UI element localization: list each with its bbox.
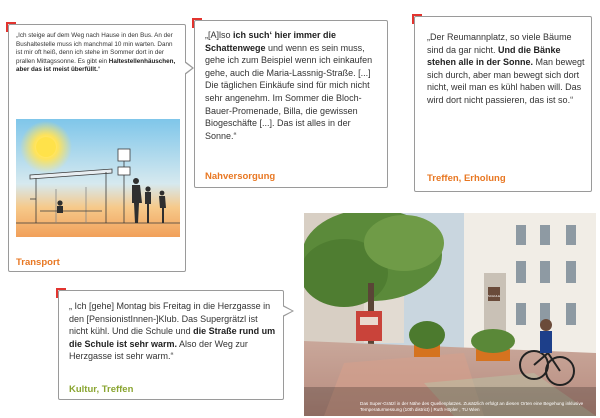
quote-fragment: und wenn es sein muss, gehe ich zum Beispiel wenn ich einkaufen gehe, auch die Maria-Lassnig-Straße. [...] Die täglichen Einkäufe sind für mich nicht sehr angenehm. Im Sommer die Bloch-Bauer-Promenade, Billa, die gewissen Biogeschäfte [...]. Das ist alles in der Sonne.“ xyxy=(205,42,373,141)
quote-bubble-nahversorgung xyxy=(194,20,388,188)
speech-tail-fill xyxy=(184,62,192,74)
quote-text xyxy=(427,31,585,107)
speech-tail-fill xyxy=(282,306,292,316)
quote-fragment: Also der Weg zur Herzgasse ist sehr warm.“ xyxy=(69,338,248,362)
quote-fragment: „Der Reumannplatz, so viele Bäume sind da gar nicht. xyxy=(427,32,572,55)
quote-emphasis: die Straße rund um die Schule ist sehr warm. xyxy=(69,326,276,349)
quote-bubble-erholung xyxy=(414,16,592,192)
quote-bubble-transport xyxy=(8,24,186,272)
quote-fragment: Man bewegt sich durch, aber man bewegt sich dort nicht, weil man es kühl haben will. Das wird dort nicht passieren, das ist so.“ xyxy=(427,57,585,105)
quote-fragment: „Ich steige auf dem Weg nach Hause in den Bus. An der Bushaltestelle muss ich manchmal 10 min warten. Dann ist mir oft heiß, denn ich stehe im Sommer dort in der prallen Mittagssonne. Es gibt ein xyxy=(16,32,173,65)
quote-fragment: „[A]lso xyxy=(205,30,234,40)
quote-text xyxy=(205,29,383,142)
quote-text xyxy=(69,300,277,363)
corner-accent xyxy=(56,288,66,298)
svg-text:SCHULE: SCHULE xyxy=(487,294,501,298)
quote-bubble-kultur xyxy=(58,290,284,400)
bus-stop-illustration xyxy=(16,119,180,237)
quote-fragment: “ xyxy=(97,66,100,74)
category-label: Treffen, Erholung xyxy=(427,173,506,184)
street-photo xyxy=(304,213,596,416)
quote-emphasis: Und die Bänke stehen alle in der Sonne. xyxy=(427,44,561,68)
category-label: Transport xyxy=(16,257,60,268)
quote-emphasis: Haltestellenhäuschen, aber das ist meist überfüllt. xyxy=(16,57,176,74)
corner-accent xyxy=(192,18,202,28)
category-label: Kultur, Treffen xyxy=(69,384,134,395)
category-label: Nahversorgung xyxy=(205,171,276,182)
quote-emphasis: ich such‘ hier immer die Schattenwege xyxy=(205,30,337,53)
corner-accent xyxy=(412,14,422,24)
corner-accent xyxy=(6,22,16,32)
photo-caption: Das Super-Grätzl in der Nähe des Quellenplatzes. Zusätzlich erfolgt an diesen Orten eine Begehung inklusive Temperaturmessung (10th district) | Ruth Höpler , TU Wien xyxy=(360,401,584,412)
quote-text xyxy=(16,32,180,75)
quote-fragment: „ Ich [gehe] Montag bis Freitag in die Herzgasse in den [PensionistInnen-]Klub. Das Supergrätzl ist nicht kühl. Und die Schule und xyxy=(69,301,271,337)
